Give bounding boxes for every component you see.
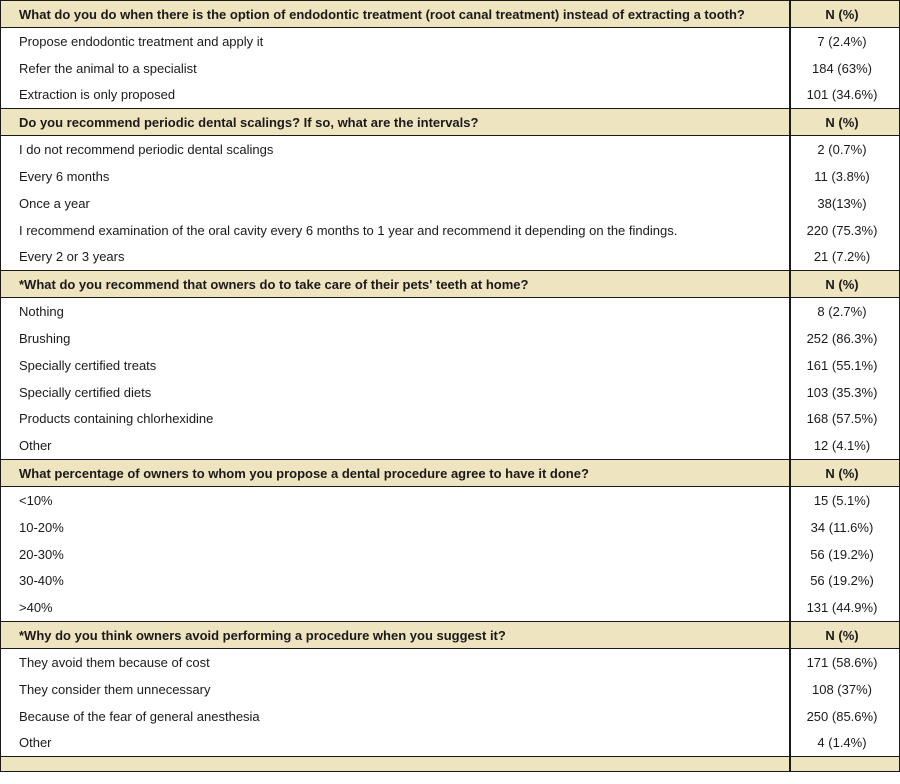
- row-label: 30-40%: [19, 573, 64, 589]
- n-percent-header: N (%): [790, 622, 899, 649]
- section-question: What do you do when there is the option of endodontic treatment (root canal treatment) instead of extracting a tooth?: [1, 1, 790, 28]
- survey-table-body: [1, 1, 899, 772]
- n-percent-header: N (%): [790, 271, 899, 298]
- survey-table: [1, 0, 899, 771]
- row-label: Specially certified treats: [19, 357, 157, 373]
- section-question: *Why do you think owners avoid performing a procedure when you suggest it?: [1, 622, 790, 649]
- row-value: 8 (2.7%): [790, 298, 899, 325]
- table-row: [1, 730, 899, 757]
- section-header: [1, 460, 899, 487]
- row-label: They consider them unnecessary: [19, 681, 211, 697]
- row-label: I recommend examination of the oral cavity every 6 months to 1 year and recommend it depending on the findings.: [19, 222, 678, 238]
- row-label: >40%: [19, 600, 53, 616]
- table-row: [1, 379, 899, 406]
- row-label: They avoid them because of cost: [19, 655, 210, 671]
- row-value: 34 (11.6%): [790, 514, 899, 541]
- table-row: [1, 163, 899, 190]
- section-header: [1, 109, 899, 136]
- row-value: 21 (7.2%): [790, 244, 899, 271]
- row-label: Other: [19, 438, 52, 454]
- row-value: 103 (35.3%): [790, 379, 899, 406]
- section-header: [1, 271, 899, 298]
- row-label: 20-30%: [19, 546, 64, 562]
- row-value: 56 (19.2%): [790, 568, 899, 595]
- row-value: 252 (86.3%): [790, 325, 899, 352]
- table-footer-band: [1, 757, 899, 772]
- table-row: [1, 487, 899, 514]
- table-row: [1, 82, 899, 109]
- row-value: 38(13%): [790, 190, 899, 217]
- row-value: 184 (63%): [790, 55, 899, 82]
- row-value: 12 (4.1%): [790, 432, 899, 459]
- row-value: 7 (2.4%): [790, 28, 899, 55]
- table-row: [1, 298, 899, 325]
- table-row: [1, 514, 899, 541]
- table-row: [1, 217, 899, 244]
- n-percent-header: N (%): [790, 460, 899, 487]
- row-label: Nothing: [19, 304, 64, 320]
- section-question: Do you recommend periodic dental scalings? If so, what are the intervals?: [1, 109, 790, 136]
- table-row: [1, 676, 899, 703]
- row-value: 101 (34.6%): [790, 82, 899, 109]
- table-row: [1, 649, 899, 676]
- row-value: 4 (1.4%): [790, 730, 899, 757]
- row-value: 250 (85.6%): [790, 703, 899, 730]
- table-row: [1, 594, 899, 621]
- table-row: [1, 136, 899, 163]
- row-value: 2 (0.7%): [790, 136, 899, 163]
- table-row: [1, 190, 899, 217]
- row-value: 161 (55.1%): [790, 352, 899, 379]
- row-value: 11 (3.8%): [790, 163, 899, 190]
- table-row: [1, 541, 899, 568]
- row-value: 56 (19.2%): [790, 541, 899, 568]
- n-percent-header: N (%): [790, 109, 899, 136]
- section-header: [1, 622, 899, 649]
- table-row: [1, 325, 899, 352]
- row-value: 220 (75.3%): [790, 217, 899, 244]
- table-row: [1, 28, 899, 55]
- table-row: [1, 244, 899, 271]
- row-value: 108 (37%): [790, 676, 899, 703]
- footer-cell: [1, 757, 790, 772]
- row-label: Every 2 or 3 years: [19, 249, 125, 265]
- n-percent-header: N (%): [790, 1, 899, 28]
- table-row: [1, 406, 899, 433]
- row-label: Products containing chlorhexidine: [19, 411, 214, 427]
- row-label: Extraction is only proposed: [19, 87, 176, 103]
- row-label: Every 6 months: [19, 169, 110, 185]
- section-header: [1, 1, 899, 28]
- row-label: Specially certified diets: [19, 384, 152, 400]
- section-question: *What do you recommend that owners do to take care of their pets' teeth at home?: [1, 271, 790, 298]
- table-row: [1, 352, 899, 379]
- row-label: Other: [19, 735, 52, 751]
- row-label: Brushing: [19, 331, 71, 347]
- row-label: Once a year: [19, 195, 90, 211]
- table-row: [1, 568, 899, 595]
- section-question: What percentage of owners to whom you propose a dental procedure agree to have it done?: [1, 460, 790, 487]
- row-label: 10-20%: [19, 519, 64, 535]
- row-label: <10%: [19, 493, 53, 509]
- row-label: I do not recommend periodic dental scalings: [19, 142, 274, 158]
- row-value: 171 (58.6%): [790, 649, 899, 676]
- table-row: [1, 55, 899, 82]
- row-value: 15 (5.1%): [790, 487, 899, 514]
- table-row: [1, 432, 899, 459]
- row-value: 131 (44.9%): [790, 594, 899, 621]
- row-label: Refer the animal to a specialist: [19, 60, 197, 76]
- row-label: Because of the fear of general anesthesia: [19, 708, 260, 724]
- table-row: [1, 703, 899, 730]
- row-label: Propose endodontic treatment and apply it: [19, 33, 264, 49]
- row-value: 168 (57.5%): [790, 406, 899, 433]
- footer-cell: [790, 757, 899, 772]
